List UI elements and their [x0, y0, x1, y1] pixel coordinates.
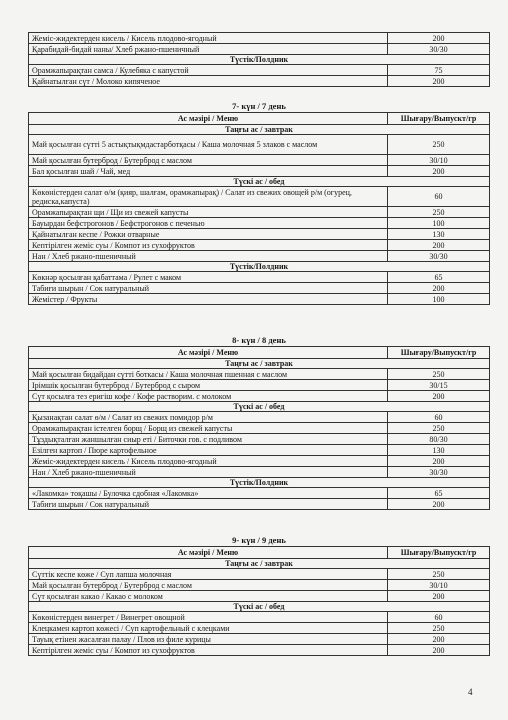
dish-name: «Лакомка» тоқашы / Булочка сдобная «Лакомка»	[29, 488, 388, 499]
table-header	[29, 113, 490, 125]
day9-title: 9- күн / 9 день	[232, 535, 286, 545]
table-row	[29, 240, 490, 251]
table-row	[29, 155, 490, 166]
dish-name: Клецкамен картоп көжесі / Суп картофельный с клецками	[29, 623, 388, 634]
section-label: Түстік/Полдник	[29, 55, 490, 65]
table-row	[29, 65, 490, 76]
dish-name: Нан / Хлеб ржано-пшеничный	[29, 251, 388, 262]
section-header	[29, 177, 490, 187]
table-row	[29, 33, 490, 44]
section-header	[29, 402, 490, 412]
section-label: Түскі ас / обед	[29, 402, 490, 412]
table-row	[29, 580, 490, 591]
section-header	[29, 262, 490, 272]
table-row	[29, 166, 490, 177]
dish-name: Табиғи шырын / Сок натуральный	[29, 283, 388, 294]
page-number: 4	[468, 687, 473, 697]
dish-output: 200	[388, 645, 490, 656]
dish-name: Езілген картоп / Пюре картофельное	[29, 445, 388, 456]
dish-output: 30/30	[388, 467, 490, 478]
dish-name: Май қосылған бидайдан сүтті боткасы / Каша молочная пшенная с маслом	[29, 369, 388, 380]
table-row	[29, 76, 490, 87]
dish-name: Жемістер / Фрукты	[29, 294, 388, 305]
dish-name: Көкөністерден винегрет / Винегрет овощной	[29, 612, 388, 623]
dish-output: 80/30	[388, 434, 490, 445]
dish-name: Жеміс-жидектерден кисель / Кисель плодово-ягодный	[29, 33, 388, 44]
dish-name: Орамжапырақтан істелген борщ / Борщ из свежей капусты	[29, 423, 388, 434]
dish-name: Кептірілген жеміс суы / Компот из сухофруктов	[29, 645, 388, 656]
dish-output: 30/15	[388, 380, 490, 391]
table-row	[29, 612, 490, 623]
table-row	[29, 218, 490, 229]
dish-name: Сүт қосылға тез еригіш кофе / Кофе растворим. с молоком	[29, 391, 388, 402]
dish-name: Көкнәр қосылған қабаттама / Рулет с маком	[29, 272, 388, 283]
table-row	[29, 499, 490, 510]
dish-output: 30/30	[388, 251, 490, 262]
dish-output: 65	[388, 488, 490, 499]
table-row	[29, 569, 490, 580]
dish-output: 200	[388, 166, 490, 177]
dish-output: 200	[388, 283, 490, 294]
section-label: Таңғы ас / завтрак	[29, 125, 490, 135]
output-header: Шығару/Выпускт/гр	[388, 547, 490, 559]
dish-output: 200	[388, 391, 490, 402]
section-header	[29, 125, 490, 135]
dish-output: 250	[388, 423, 490, 434]
day9-table	[28, 546, 490, 656]
dish-name: Қызанақтан салат ө/м / Салат из свежих помидор р/м	[29, 412, 388, 423]
dish-name: Қарабидай-бидай наны/ Хлеб ржано-пшеничный	[29, 44, 388, 55]
day7-table	[28, 112, 490, 305]
table-row	[29, 423, 490, 434]
section-header	[29, 478, 490, 488]
day8-table	[28, 346, 490, 510]
section-label: Таңғы ас / завтрак	[29, 559, 490, 569]
section-header	[29, 559, 490, 569]
dish-name: Май қосылған бутерброд / Бутерброд с маслом	[29, 155, 388, 166]
section-header	[29, 55, 490, 65]
table-row	[29, 634, 490, 645]
dish-name: Табиғи шырын / Сок натуральный	[29, 499, 388, 510]
day6-tail-table	[28, 32, 490, 87]
section-label: Түскі ас / обед	[29, 177, 490, 187]
table-row	[29, 467, 490, 478]
dish-name: Қайнатылған кеспе / Рожки отварные	[29, 229, 388, 240]
dish-output: 30/10	[388, 580, 490, 591]
table-row	[29, 380, 490, 391]
dish-output: 60	[388, 412, 490, 423]
dish-output: 30/30	[388, 44, 490, 55]
dish-output: 100	[388, 218, 490, 229]
dish-name: Бауырдан бефстрогонов / Бефстрогонов с печенью	[29, 218, 388, 229]
table-row	[29, 445, 490, 456]
menu-header: Ас мәзірі / Меню	[29, 113, 388, 125]
dish-output: 250	[388, 623, 490, 634]
dish-output: 200	[388, 33, 490, 44]
table-row	[29, 207, 490, 218]
section-label: Түскі ас / обед	[29, 602, 490, 612]
table-row	[29, 283, 490, 294]
dish-name: Тұздықталған жаншылған сиыр еті / Биточки гов. с подливом	[29, 434, 388, 445]
table-row	[29, 187, 490, 207]
dish-name: Көкөністерден салат ө/м (қияр, шалғам, орамжапырақ) / Салат из свежих овощей р/м (огурец, редиска,капуста)	[29, 187, 388, 207]
dish-name: Сүттік кеспе көже / Суп лапша молочная	[29, 569, 388, 580]
dish-output: 100	[388, 294, 490, 305]
section-header	[29, 359, 490, 369]
dish-name: Орамжапырақтан щи / Щи из свежей капусты	[29, 207, 388, 218]
dish-output: 130	[388, 229, 490, 240]
table-row	[29, 434, 490, 445]
table-row	[29, 591, 490, 602]
dish-name: Тауық етінен жасалған палау / Плов из филе курицы	[29, 634, 388, 645]
dish-name: Сүт қосылған какао / Какао с молоком	[29, 591, 388, 602]
output-header: Шығару/Выпускт/гр	[388, 113, 490, 125]
table-row	[29, 44, 490, 55]
dish-name: Бал қосылған шай / Чай, мед	[29, 166, 388, 177]
dish-output: 250	[388, 135, 490, 155]
dish-output: 130	[388, 445, 490, 456]
dish-output: 250	[388, 569, 490, 580]
dish-name: Орамжапырақтан самса / Кулебяка с капустой	[29, 65, 388, 76]
table-row	[29, 645, 490, 656]
table-row	[29, 229, 490, 240]
dish-name: Май қосылған бутерброд / Бутерброд с маслом	[29, 580, 388, 591]
menu-header: Ас мәзірі / Меню	[29, 347, 388, 359]
dish-output: 200	[388, 591, 490, 602]
dish-output: 200	[388, 634, 490, 645]
menu-header: Ас мәзірі / Меню	[29, 547, 388, 559]
table-row	[29, 623, 490, 634]
section-label: Түстік/Полдник	[29, 262, 490, 272]
dish-output: 200	[388, 240, 490, 251]
day8-title: 8- күн / 8 день	[232, 335, 286, 345]
dish-name: Май қосылған сүтті 5 астықтықмдастарботқасы / Каша молочная 5 злаков с маслом	[29, 135, 388, 155]
dish-output: 250	[388, 369, 490, 380]
dish-name: Қайнатылған сүт / Молоко кипяченое	[29, 76, 388, 87]
table-row	[29, 391, 490, 402]
table-row	[29, 456, 490, 467]
table-header	[29, 347, 490, 359]
table-row	[29, 488, 490, 499]
table-header	[29, 547, 490, 559]
dish-output: 200	[388, 76, 490, 87]
section-label: Түстік/Полдник	[29, 478, 490, 488]
table-row	[29, 251, 490, 262]
dish-output: 60	[388, 187, 490, 207]
dish-name: Кептірілген жеміс суы / Компот из сухофруктов	[29, 240, 388, 251]
table-row	[29, 294, 490, 305]
table-row	[29, 412, 490, 423]
dish-output: 60	[388, 612, 490, 623]
table-row	[29, 272, 490, 283]
dish-output: 30/10	[388, 155, 490, 166]
dish-name: Нан / Хлеб ржано-пшеничный	[29, 467, 388, 478]
day7-title: 7- күн / 7 день	[232, 101, 286, 111]
dish-output: 65	[388, 272, 490, 283]
dish-name: Ірімшік қосылған бутерброд / Бутерброд с сыром	[29, 380, 388, 391]
dish-output: 75	[388, 65, 490, 76]
dish-output: 200	[388, 499, 490, 510]
section-header	[29, 602, 490, 612]
section-label: Таңғы ас / завтрак	[29, 359, 490, 369]
table-row	[29, 369, 490, 380]
dish-output: 200	[388, 456, 490, 467]
table-row	[29, 135, 490, 155]
dish-name: Жеміс-жидектерден кисель / Кисель плодово-ягодный	[29, 456, 388, 467]
dish-output: 250	[388, 207, 490, 218]
output-header: Шығару/Выпускт/гр	[388, 347, 490, 359]
